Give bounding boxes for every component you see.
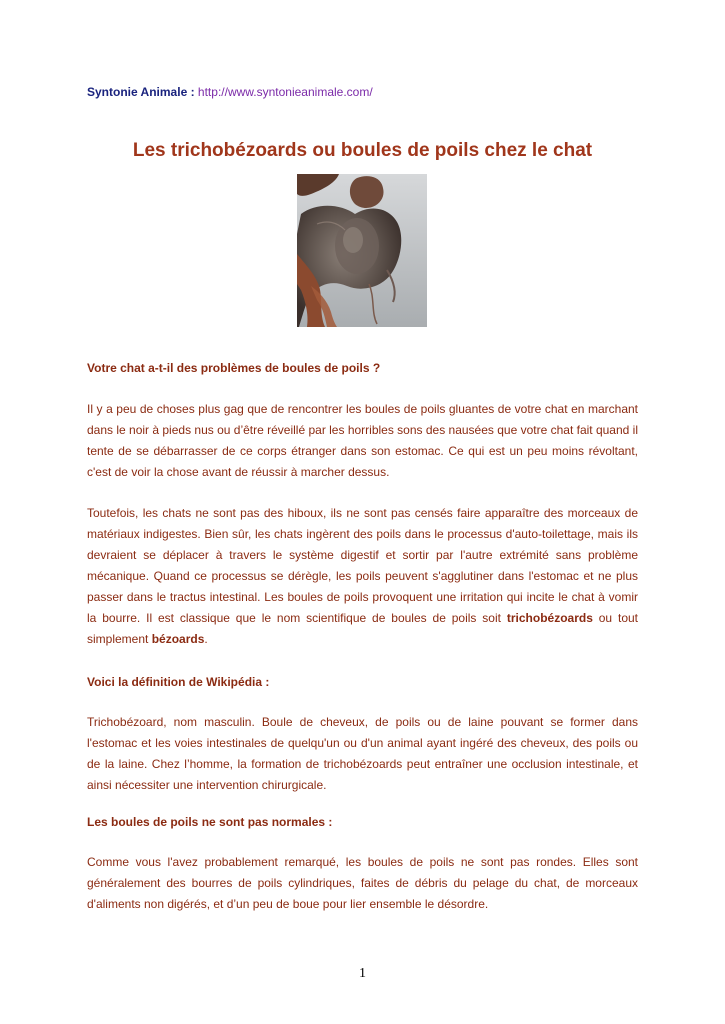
term-trichobezoards: trichobézoards [506, 611, 593, 625]
site-url-link[interactable]: http://www.syntonieanimale.com/ [197, 85, 373, 99]
term-bezoards: bézoards [151, 632, 205, 646]
paragraph-text: . [204, 632, 208, 646]
hairball-photo [297, 174, 427, 327]
page-number: 1 [359, 966, 366, 981]
paragraph-intro: Il y a peu de choses plus gag que de rencontrer les boules de poils gluantes de votre chat en marchant dans le noir à pieds nus ou d’être réveillé par les horribles sons des nausées que votre chat fait quand il tente de se débarrasser de ce corps étranger dans son estomac. Ce qui est un peu moins révoltant, c'est de voir la chose avant de réussir à marcher dessus. [87, 402, 638, 479]
section-heading-problems: Votre chat a-t-il des problèmes de boules de poils ? [87, 361, 381, 375]
page-title: Les trichobézoards ou boules de poils chez le chat [132, 140, 593, 161]
site-name: Syntonie Animale : [87, 85, 195, 99]
paragraph-trichobezoards [87, 503, 638, 650]
section-heading-not-normal: Les boules de poils ne sont pas normales : [87, 815, 333, 829]
section-heading-wikipedia: Voici la définition de Wikipédia : [87, 675, 270, 689]
paragraph-definition: Trichobézoard, nom masculin. Boule de cheveux, de poils ou de laine pouvant se former dans l'estomac et les voies intestinales de quelqu'un ou d'un animal ayant ingéré des cheveux, des poils ou de la laine. Chez l’homme, la formation de trichobézoards peut entraîner une occlusion intestinale, et ainsi nécessiter une intervention chirurgicale. [87, 715, 638, 792]
paragraph-shape: Comme vous l'avez probablement remarqué, les boules de poils ne sont pas rondes. Elles sont généralement des bourres de poils cylindriques, faites de débris du pelage du chat, de morceaux d'aliments non digérés, et d’un peu de boue pour lier ensemble le désordre. [87, 855, 638, 911]
paragraph-text: Toutefois, les chats ne sont pas des hiboux, ils ne sont pas censés faire apparaître des morceaux de matériaux indigestes. Bien sûr, les chats ingèrent des poils dans le processus d'auto-toilettage, mais ils devraient se déplacer à travers le système digestif et sortir par l'autre extrémité sans problème mécanique. Quand ce processus se dérègle, les poils peuvent s'agglutiner dans l'estomac et ne plus passer dans le tractus intestinal. Les boules de poils provoquent une irritation qui incite le chat à vomir la bourre. Il est classique que le nom scientifique de boules de poils soit [87, 506, 638, 625]
paragraph-text: ou tout simplement [87, 611, 638, 646]
site-header [87, 85, 373, 99]
